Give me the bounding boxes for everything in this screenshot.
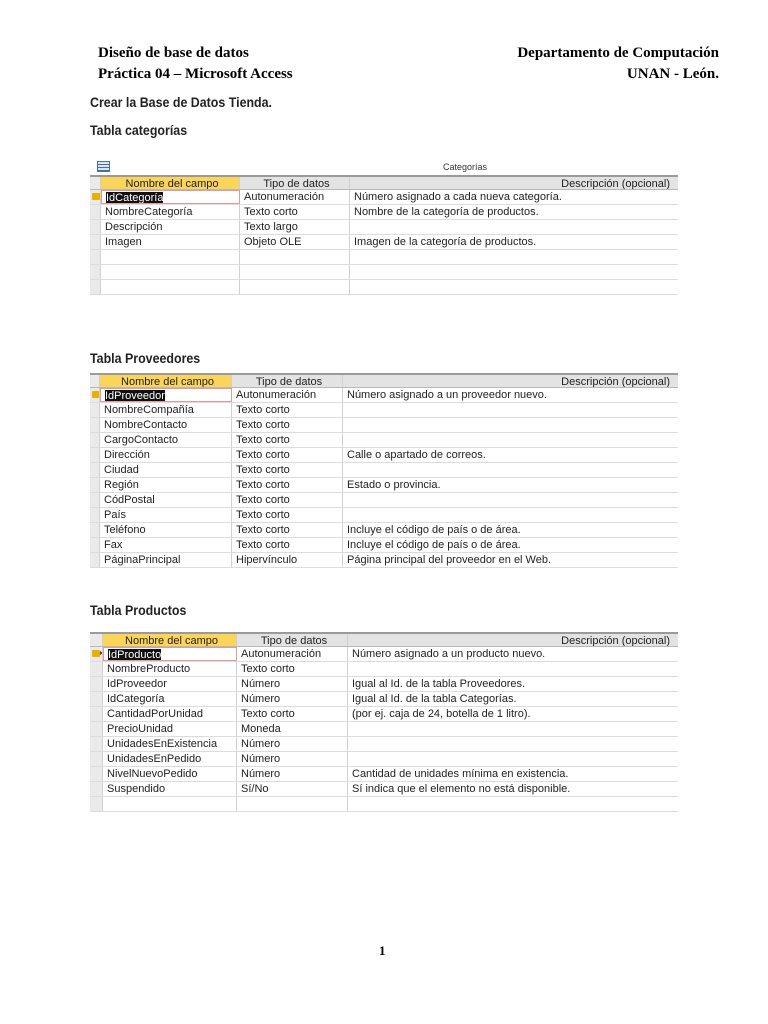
row-selector[interactable] <box>90 677 103 691</box>
field-name-cell[interactable] <box>101 205 240 219</box>
field-name: Dirección <box>104 449 150 461</box>
table-row <box>90 782 678 797</box>
data-type-cell[interactable] <box>232 478 343 492</box>
field-name: Suspendido <box>107 783 166 795</box>
row-selector[interactable] <box>90 403 100 417</box>
field-name-cell[interactable] <box>101 235 240 249</box>
data-type: Texto corto <box>236 494 290 506</box>
row-selector[interactable] <box>90 478 100 492</box>
description-cell[interactable] <box>348 737 678 751</box>
data-type-cell[interactable] <box>237 782 348 796</box>
row-selector[interactable] <box>90 177 101 189</box>
row-selector[interactable] <box>90 538 100 552</box>
data-type: Texto corto <box>236 509 290 521</box>
data-type: Número <box>241 753 281 765</box>
row-selector[interactable] <box>90 647 103 661</box>
field-name-cell[interactable] <box>101 280 240 294</box>
table-row <box>90 752 678 767</box>
empty-row <box>90 280 678 295</box>
data-type-cell[interactable] <box>232 403 343 417</box>
description-cell[interactable] <box>348 692 678 706</box>
description-cell[interactable] <box>348 722 678 736</box>
data-type-cell[interactable] <box>232 553 343 567</box>
description: Cantidad de unidades mínima en existencia. <box>352 768 569 780</box>
row-selector[interactable] <box>90 692 103 706</box>
column-header-type: Tipo de datos <box>232 375 343 387</box>
table-row <box>90 677 678 692</box>
column-header-type: Tipo de datos <box>237 634 348 646</box>
description-cell[interactable] <box>350 250 678 264</box>
field-name-cell[interactable] <box>100 403 232 417</box>
row-selector[interactable] <box>90 433 100 447</box>
data-type-cell[interactable] <box>240 235 350 249</box>
data-type: Texto largo <box>244 221 298 233</box>
field-name-cell[interactable] <box>100 448 232 462</box>
description-cell[interactable] <box>350 235 678 249</box>
row-selector[interactable] <box>90 463 100 477</box>
field-name: NombreContacto <box>104 419 188 431</box>
data-type-cell[interactable] <box>240 220 350 234</box>
data-type: Texto corto <box>236 464 290 476</box>
row-selector[interactable] <box>90 752 103 766</box>
table-row <box>90 190 678 205</box>
data-type: Autonumeración <box>244 191 325 203</box>
field-name-cell[interactable] <box>100 523 232 537</box>
table-row <box>90 737 678 752</box>
row-selector[interactable] <box>90 662 103 676</box>
row-selector[interactable] <box>90 797 103 811</box>
field-name-cell[interactable] <box>101 250 240 264</box>
table-row <box>90 538 678 553</box>
field-name: IdCategoría <box>106 192 164 204</box>
row-selector[interactable] <box>90 448 100 462</box>
data-type: Objeto OLE <box>244 236 302 248</box>
table-row <box>90 205 678 220</box>
header-row <box>90 175 678 190</box>
table-row <box>90 403 678 418</box>
field-name: CantidadPorUnidad <box>107 708 204 720</box>
data-type-cell[interactable] <box>240 250 350 264</box>
field-name-cell[interactable] <box>103 647 237 661</box>
row-selector[interactable] <box>90 493 100 507</box>
data-type-cell[interactable] <box>237 707 348 721</box>
row-selector[interactable] <box>90 388 100 402</box>
data-type-cell[interactable] <box>232 463 343 477</box>
field-name: Ciudad <box>104 464 139 476</box>
table-productos <box>90 632 678 812</box>
primary-key-icon <box>92 650 100 657</box>
field-name: País <box>104 509 127 521</box>
field-name-cell[interactable] <box>100 433 232 447</box>
field-name: IdCategoría <box>107 693 165 705</box>
description-cell[interactable] <box>350 220 678 234</box>
data-type: Número <box>241 738 281 750</box>
table-row <box>90 220 678 235</box>
table-row <box>90 707 678 722</box>
row-selector[interactable] <box>90 418 100 432</box>
data-type: Texto corto <box>241 708 295 720</box>
row-selector[interactable] <box>90 220 101 234</box>
field-name: IdProveedor <box>105 390 165 402</box>
data-type: Texto corto <box>236 449 290 461</box>
description-cell[interactable] <box>343 448 678 462</box>
column-header-type: Tipo de datos <box>240 177 350 189</box>
field-name-cell[interactable] <box>101 265 240 279</box>
field-name: Fax <box>104 539 123 551</box>
data-type-cell[interactable] <box>237 797 348 811</box>
data-type-cell[interactable] <box>237 662 348 676</box>
data-type: Texto corto <box>236 479 290 491</box>
column-header-description: Descripción (opcional) <box>561 635 670 646</box>
field-name-cell[interactable] <box>100 418 232 432</box>
description: Incluye el código de país o de área. <box>347 524 521 536</box>
data-type-cell[interactable] <box>232 388 343 402</box>
field-name-cell[interactable] <box>101 190 240 204</box>
description-cell[interactable] <box>348 797 678 811</box>
description-cell[interactable] <box>348 767 678 781</box>
table-row <box>90 523 678 538</box>
data-type: Número <box>241 768 281 780</box>
description-cell[interactable] <box>348 662 678 676</box>
data-type-cell[interactable] <box>240 205 350 219</box>
table-row <box>90 235 678 250</box>
field-name: NivelNuevoPedido <box>107 768 198 780</box>
intro-text: Crear la Base de Datos Tienda. <box>90 95 273 110</box>
practice-title: Práctica 04 – Microsoft Access <box>98 66 293 82</box>
window-title: Categorías <box>443 162 488 172</box>
field-name: Teléfono <box>104 524 146 536</box>
description-cell[interactable] <box>350 265 678 279</box>
university: UNAN - León. <box>626 66 719 82</box>
description: Número asignado a cada nueva categoría. <box>354 191 562 203</box>
description-cell[interactable] <box>350 280 678 294</box>
field-name-cell[interactable] <box>103 782 237 796</box>
table-proveedores <box>90 373 678 568</box>
description-cell[interactable] <box>348 677 678 691</box>
row-selector[interactable] <box>90 634 103 646</box>
header-row <box>90 632 678 647</box>
row-selector[interactable] <box>90 280 101 294</box>
field-name: Descripción <box>105 221 163 233</box>
data-type-cell[interactable] <box>237 737 348 751</box>
table-row <box>90 478 678 493</box>
data-type: Número <box>241 693 281 705</box>
field-name-cell[interactable] <box>103 692 237 706</box>
data-type-cell[interactable] <box>232 448 343 462</box>
primary-key-icon <box>92 391 100 398</box>
data-type: Moneda <box>241 723 281 735</box>
field-name: UnidadesEnPedido <box>107 753 202 765</box>
field-name-cell[interactable] <box>101 220 240 234</box>
data-type-cell[interactable] <box>240 265 350 279</box>
field-name: NombreCategoría <box>105 206 193 218</box>
field-name: IdProducto <box>108 649 162 661</box>
column-header-name: Nombre del campo <box>101 177 240 189</box>
heading-productos: Tabla Productos <box>90 603 187 618</box>
field-name-cell[interactable] <box>103 752 237 766</box>
description-cell[interactable] <box>343 493 678 507</box>
description: Incluye el código de país o de área. <box>347 539 521 551</box>
field-name-cell[interactable] <box>100 463 232 477</box>
row-selector[interactable] <box>90 553 100 567</box>
data-type: Texto corto <box>236 539 290 551</box>
description-cell[interactable] <box>348 752 678 766</box>
data-type: Texto corto <box>241 663 295 675</box>
column-header-name: Nombre del campo <box>100 375 232 387</box>
table-row <box>90 433 678 448</box>
data-type-cell[interactable] <box>240 280 350 294</box>
field-name-cell[interactable] <box>103 722 237 736</box>
data-type: Texto corto <box>236 434 290 446</box>
description: Nombre de la categoría de productos. <box>354 206 539 218</box>
field-name-cell[interactable] <box>100 553 232 567</box>
table-row <box>90 553 678 568</box>
description-cell[interactable] <box>348 707 678 721</box>
row-selector[interactable] <box>90 205 101 219</box>
description-cell[interactable] <box>348 647 678 661</box>
data-type: Texto corto <box>236 404 290 416</box>
table-categorias <box>90 175 678 295</box>
data-type-cell[interactable] <box>237 722 348 736</box>
description-cell[interactable] <box>343 403 678 417</box>
field-name-cell[interactable] <box>100 508 232 522</box>
table-row <box>90 692 678 707</box>
description-cell[interactable] <box>343 388 678 402</box>
row-selector[interactable] <box>90 523 100 537</box>
description-cell[interactable] <box>343 433 678 447</box>
table-row <box>90 418 678 433</box>
course-title: Diseño de base de datos <box>98 45 249 61</box>
column-header-description: Descripción (opcional) <box>561 178 670 189</box>
description: Imagen de la categoría de productos. <box>354 236 537 248</box>
data-type: Autonumeración <box>236 389 317 401</box>
primary-key-icon <box>92 193 100 200</box>
field-name-cell[interactable] <box>100 538 232 552</box>
description-cell[interactable] <box>343 523 678 537</box>
empty-row <box>90 250 678 265</box>
table-row <box>90 722 678 737</box>
field-name-cell[interactable] <box>100 388 232 402</box>
data-type: Texto corto <box>244 206 298 218</box>
field-name: NombreProducto <box>107 663 191 675</box>
field-name: CódPostal <box>104 494 155 506</box>
description-cell[interactable] <box>343 508 678 522</box>
row-selector[interactable] <box>90 250 101 264</box>
table-row <box>90 463 678 478</box>
field-name-cell[interactable] <box>100 478 232 492</box>
field-name: PáginaPrincipal <box>104 554 181 566</box>
data-type: Texto corto <box>236 419 290 431</box>
column-header-name: Nombre del campo <box>103 634 237 646</box>
row-selector[interactable] <box>90 265 101 279</box>
field-name-cell[interactable] <box>103 677 237 691</box>
table-row <box>90 493 678 508</box>
description-cell[interactable] <box>350 190 678 204</box>
header-row <box>90 373 678 388</box>
row-selector[interactable] <box>90 782 103 796</box>
data-type: Hipervínculo <box>236 554 298 566</box>
department: Departamento de Computación <box>517 45 719 61</box>
row-selector[interactable] <box>90 737 103 751</box>
data-type-cell[interactable] <box>237 767 348 781</box>
row-selector[interactable] <box>90 190 101 204</box>
description: Sí indica que el elemento no está disponible. <box>352 783 571 795</box>
row-selector[interactable] <box>90 235 101 249</box>
table-row <box>90 508 678 523</box>
data-type-cell[interactable] <box>232 538 343 552</box>
field-name: Región <box>104 479 139 491</box>
data-type: Sí/No <box>241 783 269 795</box>
row-selector[interactable] <box>90 375 100 387</box>
data-type-cell[interactable] <box>232 508 343 522</box>
data-type: Autonumeración <box>241 648 322 660</box>
description: (por ej. caja de 24, botella de 1 litro). <box>352 708 531 720</box>
field-name-cell[interactable] <box>103 707 237 721</box>
empty-row <box>90 797 678 812</box>
description: Igual al Id. de la tabla Proveedores. <box>352 678 526 690</box>
description: Igual al Id. de la tabla Categorías. <box>352 693 517 705</box>
description-cell[interactable] <box>343 553 678 567</box>
description-cell[interactable] <box>350 205 678 219</box>
description-cell[interactable] <box>348 782 678 796</box>
field-name-cell[interactable] <box>103 662 237 676</box>
row-selector[interactable] <box>90 707 103 721</box>
data-type-cell[interactable] <box>237 752 348 766</box>
field-name: CargoContacto <box>104 434 178 446</box>
field-name: Imagen <box>105 236 142 248</box>
column-header-description: Descripción (opcional) <box>561 376 670 387</box>
field-name-cell[interactable] <box>103 737 237 751</box>
table-row <box>90 767 678 782</box>
data-type-cell[interactable] <box>237 692 348 706</box>
data-type-cell[interactable] <box>232 433 343 447</box>
field-name: UnidadesEnExistencia <box>107 738 218 750</box>
field-name: NombreCompañía <box>104 404 194 416</box>
row-selector[interactable] <box>90 508 100 522</box>
description-cell[interactable] <box>343 538 678 552</box>
description: Número asignado a un proveedor nuevo. <box>347 389 547 401</box>
data-type-cell[interactable] <box>232 418 343 432</box>
description-cell[interactable] <box>343 463 678 477</box>
page-number: 1 <box>379 943 386 958</box>
description: Número asignado a un producto nuevo. <box>352 648 546 660</box>
field-name: IdProveedor <box>107 678 167 690</box>
field-name-cell[interactable] <box>103 797 237 811</box>
field-name: PrecioUnidad <box>107 723 174 735</box>
field-name-cell[interactable] <box>100 493 232 507</box>
data-type-cell[interactable] <box>237 677 348 691</box>
empty-row <box>90 265 678 280</box>
row-selector[interactable] <box>90 722 103 736</box>
heading-proveedores: Tabla Proveedores <box>90 351 201 366</box>
description: Página principal del proveedor en el Web. <box>347 554 552 566</box>
table-row <box>90 647 678 662</box>
data-type-cell[interactable] <box>237 647 348 661</box>
field-name-cell[interactable] <box>103 767 237 781</box>
description-cell[interactable] <box>343 418 678 432</box>
data-type-cell[interactable] <box>240 190 350 204</box>
table-row <box>90 448 678 463</box>
data-type-cell[interactable] <box>232 493 343 507</box>
row-selector[interactable] <box>90 767 103 781</box>
description: Estado o provincia. <box>347 479 441 491</box>
data-type: Número <box>241 678 281 690</box>
description-cell[interactable] <box>343 478 678 492</box>
data-type-cell[interactable] <box>232 523 343 537</box>
table-row <box>90 388 678 403</box>
table-icon <box>97 161 110 172</box>
table-row <box>90 662 678 677</box>
description: Calle o apartado de correos. <box>347 449 486 461</box>
data-type: Texto corto <box>236 524 290 536</box>
heading-categorias: Tabla categorías <box>90 123 188 138</box>
